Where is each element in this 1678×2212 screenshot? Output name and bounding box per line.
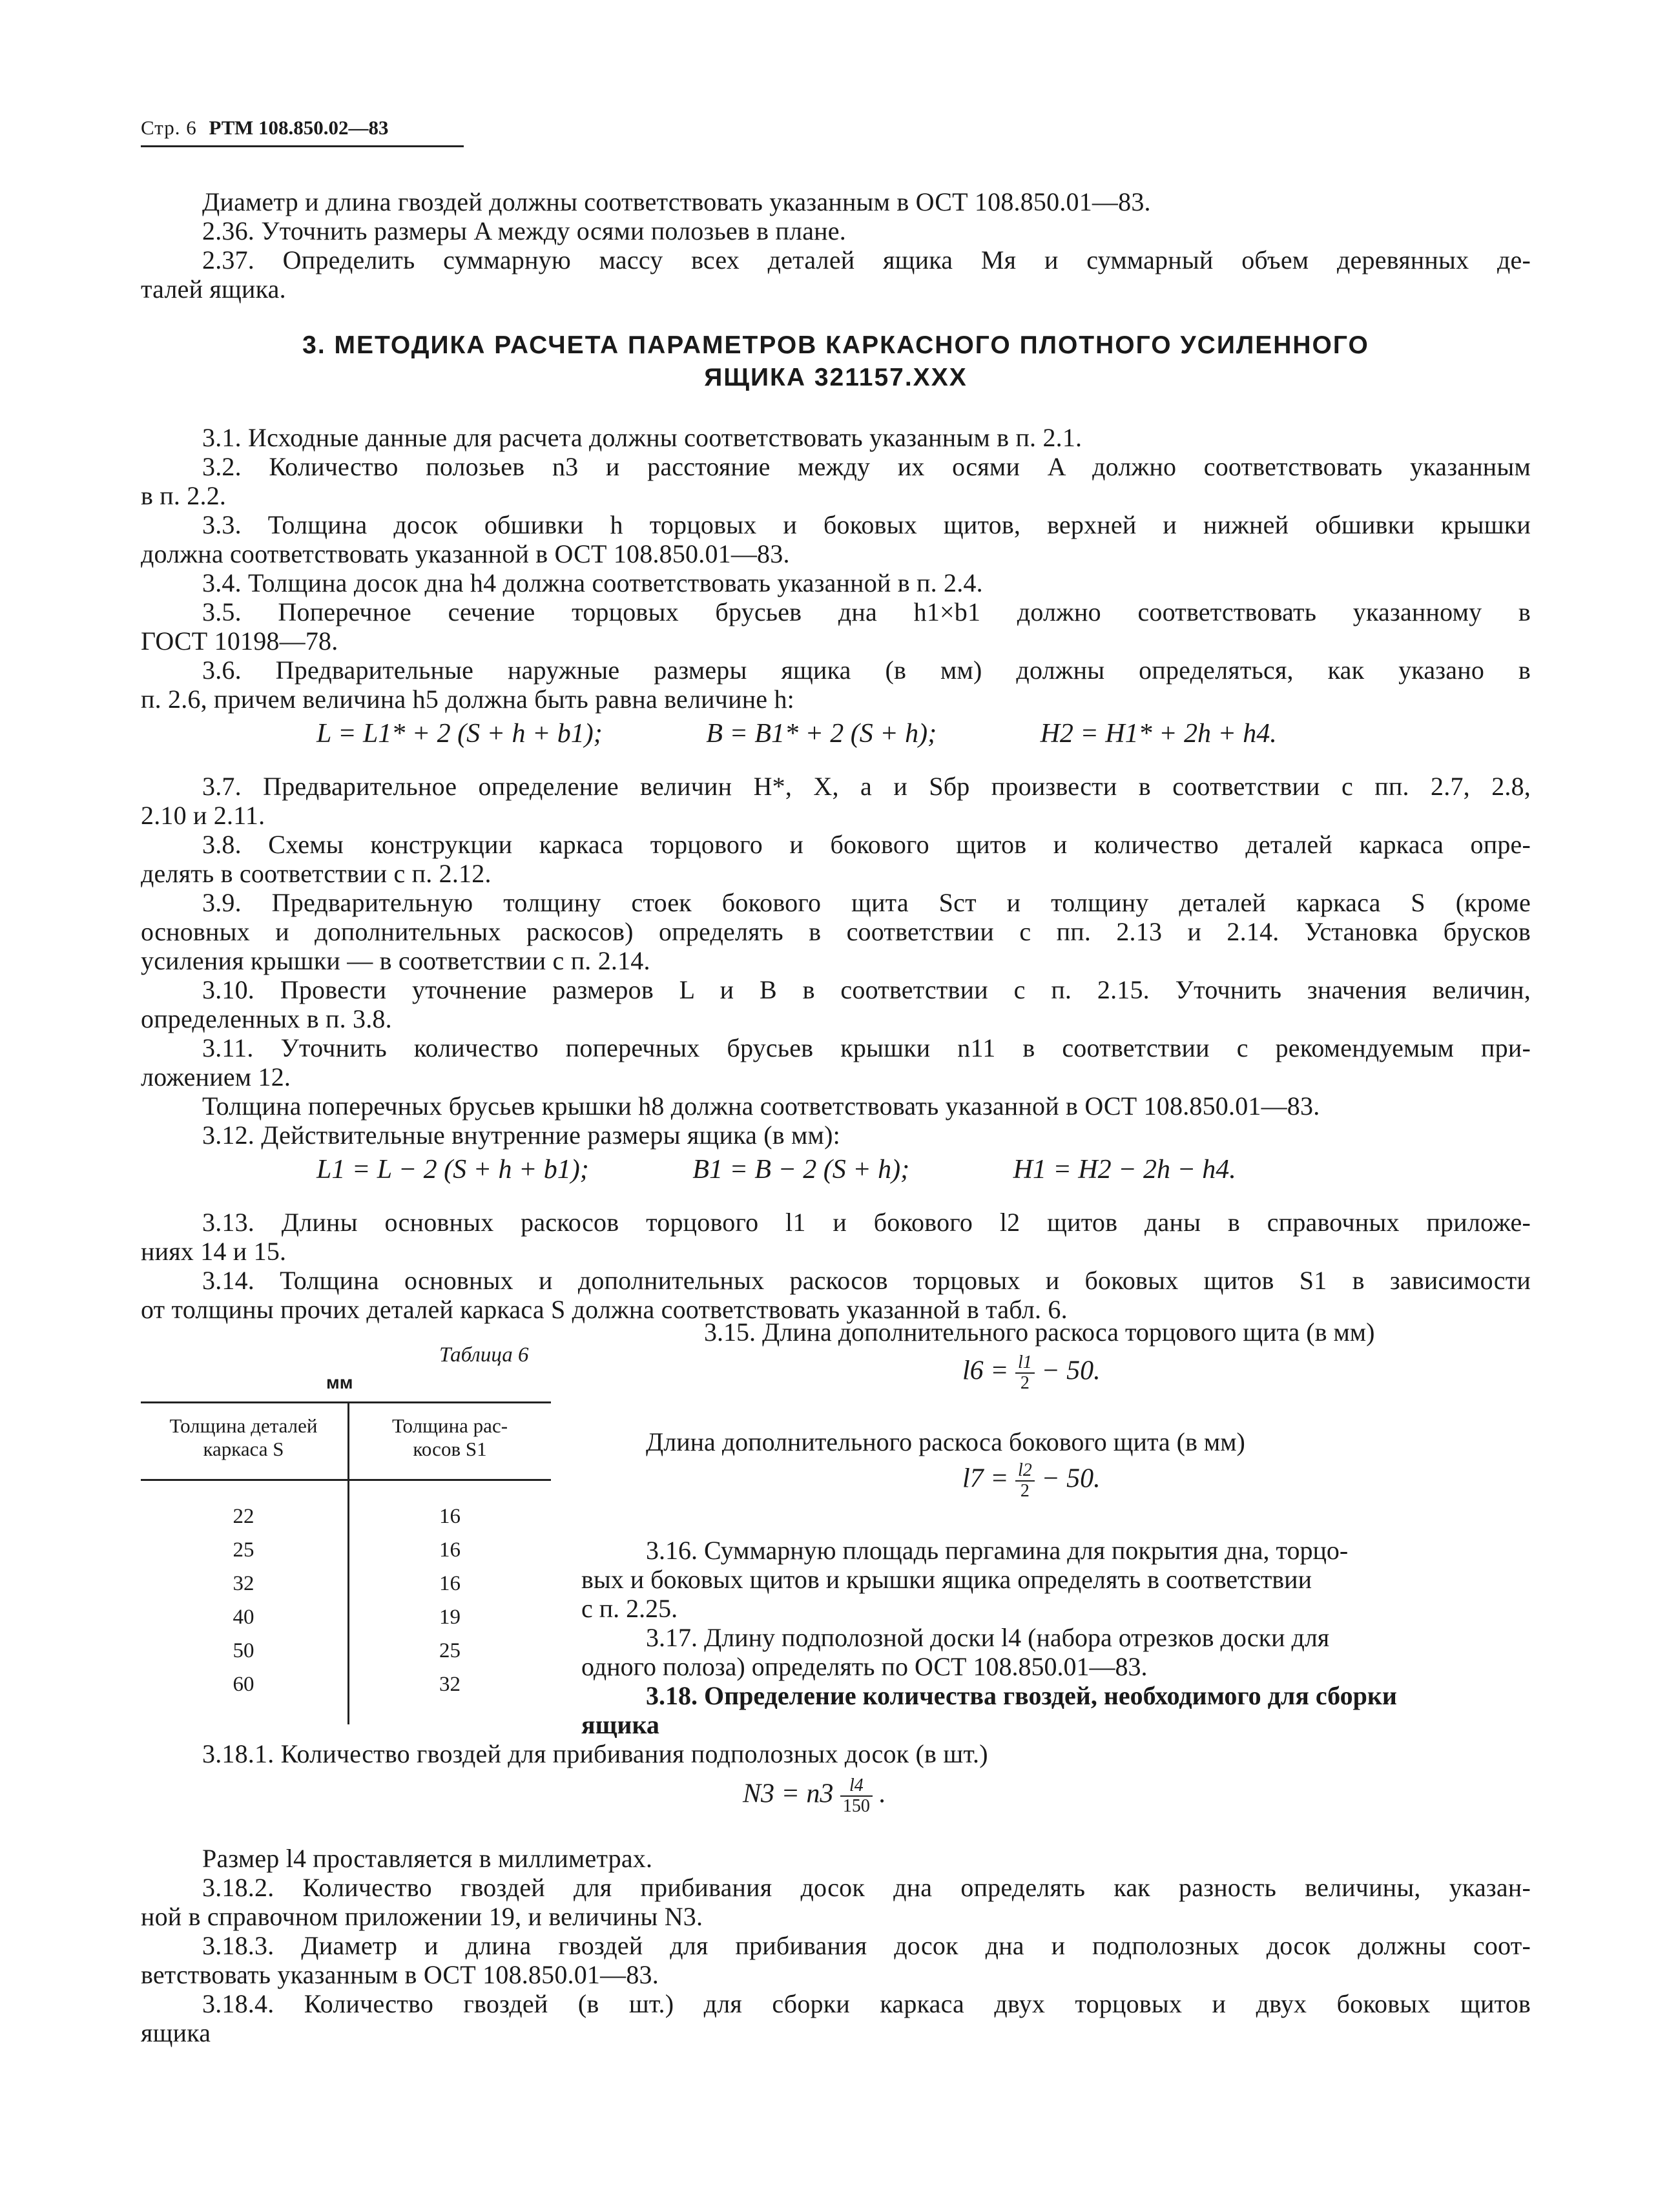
formula-n3-left: N3 = n3 [743,1779,834,1809]
page-header [141,116,389,140]
paragraph-3-8-line2: делять в соответствии с п. 2.12. [141,859,492,888]
table-cell: 25 [233,1538,254,1562]
paragraph-3-15-side: Длина дополнительного раскоса бокового щита (в мм) [646,1427,1245,1456]
paragraph-3-17-line1: 3.17. Длину подполозной доски l4 (набора отрезков доски для [646,1623,1330,1652]
paragraph-3-18-title-line1: 3.18. Определение количества гвоздей, необходимого для сборки [646,1681,1397,1710]
formula-l7-denominator: 2 [1020,1481,1030,1501]
paragraph-3-7-line2: 2.10 и 2.11. [141,801,265,830]
table-cell: 25 [439,1639,461,1662]
paragraph-3-13-line1: 3.13. Длины основных раскосов торцового l1 и бокового l2 щитов даны в справочных приложе- [202,1208,1531,1237]
paragraph-3-2-line1: 3.2. Количество полозьев n3 и расстояние между их осями A должно соответствовать указанным [202,452,1531,481]
table-header-col1: Толщина деталей каркаса S [169,1414,318,1460]
formula-l6-right: − 50. [1041,1356,1101,1386]
paragraph-3-15: 3.15. Длина дополнительного раскоса торцового щита (в мм) [704,1318,1375,1347]
paragraph-3-3-line1: 3.3. Толщина досок обшивки h торцовых и боковых щитов, верхней и нижней обшивки крышки [202,510,1531,539]
table-unit: мм [326,1372,353,1392]
section-title-line2: ЯЩИКА 321157.XXX [704,364,968,391]
paragraph-3-16-line2: вых и боковых щитов и крышки ящика определять в соответствии [581,1565,1312,1594]
paragraph-3-5-line2: ГОСТ 10198—78. [141,626,338,656]
formula-l6-denominator: 2 [1020,1373,1030,1393]
paragraph-3-1: 3.1. Исходные данные для расчета должны соответствовать указанным в п. 2.1. [202,423,1082,452]
table-cell: 22 [233,1505,254,1528]
paragraph-3-9-line1: 3.9. Предварительную толщину стоек бокового щита Sст и толщину деталей каркаса S (кроме [202,888,1531,917]
table-cell: 32 [439,1673,461,1696]
formula-outer-dimensions [316,718,1374,749]
paragraph-3-14-line1: 3.14. Толщина основных и дополнительных раскосов торцовых и боковых щитов S1 в зависимости [202,1266,1531,1295]
paragraph-3-9-line2: основных и дополнительных раскосов) определять в соответствии с пп. 2.13 и 2.14. Установка брусков [141,917,1531,946]
paragraph-3-10-line1: 3.10. Провести уточнение размеров L и B в соответствии с п. 2.15. Уточнить значения величин, [202,975,1531,1004]
paragraph-3-6-line2: п. 2.6, причем величина h5 должна быть равна величине h: [141,685,794,714]
formula-inner-L: L1 = L − 2 (S + h + b1); [316,1155,589,1184]
paragraph-3-5-line1: 3.5. Поперечное сечение торцовых брусьев дна h1×b1 должно соответствовать указанному в [202,597,1531,626]
paragraph-2-37-line1: 2.37. Определить суммарную массу всех деталей ящика Mя и суммарный объем деревянных де- [202,245,1531,274]
formula-l6 [962,1353,1101,1393]
page-number: Стр. 6 [141,116,197,139]
formula-n3-numerator: l4 [840,1776,873,1797]
formula-l7-numerator: l2 [1015,1461,1035,1482]
table-caption: Таблица 6 [439,1343,529,1367]
formula-outer-B: B = B1* + 2 (S + h); [706,719,937,749]
paragraph-3-18-2-line1: 3.18.2. Количество гвоздей для прибивания досок дна определять как разность величины, указан- [202,1873,1531,1902]
formula-l7-fraction [1015,1461,1035,1501]
paragraph-3-18-1: 3.18.1. Количество гвоздей для прибивания подполозных досок (в шт.) [202,1739,988,1768]
paragraph-2-37-line2: талей ящика. [141,274,286,304]
paragraph-3-9-line3: усиления крышки — в соответствии с п. 2.14. [141,946,650,975]
table-header-col2: Толщина рас- косов S1 [391,1414,508,1460]
formula-n3 [743,1776,886,1816]
paragraph-3-16-line3: с п. 2.25. [581,1594,678,1623]
header-rule [141,145,464,147]
paragraph-3-18-3-line1: 3.18.3. Диаметр и длина гвоздей для прибивания досок дна и подполозных досок должны соот- [202,1931,1531,1960]
paragraph-3-14-line2: от толщины прочих деталей каркаса S должна соответствовать указанной в табл. 6. [141,1295,1068,1324]
formula-l7 [962,1461,1101,1501]
paragraph-3-3-line2: должна соответствовать указанной в ОСТ 108.850.01—83. [141,539,790,568]
table-cell: 16 [439,1505,461,1528]
paragraph-3-4: 3.4. Толщина досок дна h4 должна соответствовать указанной в п. 2.4. [202,568,983,597]
table-top-rule [141,1401,551,1403]
formula-outer-H: H2 = H1* + 2h + h4. [1040,719,1277,749]
paragraph-3-2-line2: в п. 2.2. [141,481,227,510]
paragraph-3-6-line1: 3.6. Предварительные наружные размеры ящика (в мм) должны определяться, как указано в [202,656,1531,685]
formula-inner-H: H1 = H2 − 2h − h4. [1013,1155,1236,1184]
paragraph-3-8-line1: 3.8. Схемы конструкции каркаса торцового и бокового щитов и количество деталей каркаса опре- [202,830,1531,859]
paragraph-3-18-4-line1: 3.18.4. Количество гвоздей (в шт.) для сборки каркаса двух торцовых и двух боковых щитов [202,1989,1531,2018]
table-cell: 32 [233,1572,254,1595]
paragraph-3-13-line2: ниях 14 и 15. [141,1237,287,1266]
formula-l7-left: l7 = [962,1463,1009,1494]
section-title-line1: 3. МЕТОДИКА РАСЧЕТА ПАРАМЕТРОВ КАРКАСНОГО ПЛОТНОГО УСИЛЕННОГО [302,331,1369,359]
formula-n3-denominator: 150 [842,1796,870,1816]
intro-paragraph-1: Диаметр и длина гвоздей должны соответствовать указанным в ОСТ 108.850.01—83. [202,187,1151,216]
paragraph-3-11-line2: ложением 12. [141,1062,291,1091]
paragraph-3-16-line1: 3.16. Суммарную площадь пергамина для покрытия дна, торцо- [646,1536,1349,1565]
table-cell: 16 [439,1538,461,1562]
table-cell: 19 [439,1606,461,1629]
document-code: РТМ 108.850.02—83 [209,116,389,139]
paragraph-3-7-line1: 3.7. Предварительное определение величин H*, X, a и Sбр произвести в соответствии с пп. 2.7, 2.8, [202,772,1531,801]
formula-l6-numerator: l1 [1015,1353,1035,1374]
paragraph-3-18-2-line2: ной в справочном приложении 19, и величины N3. [141,1902,703,1931]
paragraph-3-11-line3: Толщина поперечных брусьев крышки h8 должна соответствовать указанной в ОСТ 108.850.01—83. [202,1091,1320,1121]
paragraph-3-10-line2: определенных в п. 3.8. [141,1004,392,1033]
paragraph-3-11-line1: 3.11. Уточнить количество поперечных брусьев крышки n11 в соответствии с рекомендуемым при- [202,1033,1531,1062]
size-note: Размер l4 проставляется в миллиметрах. [202,1844,653,1873]
formula-l7-right: − 50. [1041,1463,1101,1494]
table-cell: 50 [233,1639,254,1662]
paragraph-3-18-3-line2: ветствовать указанным в ОСТ 108.850.01—83. [141,1960,659,1989]
formula-n3-right: . [879,1779,886,1809]
formula-outer-L: L = L1* + 2 (S + h + b1); [316,719,603,749]
paragraph-2-36: 2.36. Уточнить размеры A между осями полозьев в плане. [202,216,846,245]
paragraph-3-18-title-line2: ящика [581,1710,659,1739]
formula-n3-fraction [840,1776,873,1816]
formula-inner-B: B1 = B − 2 (S + h); [692,1155,910,1184]
table-cell: 40 [233,1606,254,1629]
table-cell: 60 [233,1673,254,1696]
formula-inner-dimensions [316,1154,1333,1185]
paragraph-3-17-line2: одного полоза) определять по ОСТ 108.850.01—83. [581,1652,1148,1681]
table-cell: 16 [439,1572,461,1595]
paragraph-3-18-4-line2: ящика [141,2018,211,2047]
table-header-rule [141,1479,551,1481]
formula-l6-left: l6 = [962,1356,1009,1386]
paragraph-3-12: 3.12. Действительные внутренние размеры ящика (в мм): [202,1121,840,1150]
formula-l6-fraction [1015,1353,1035,1393]
